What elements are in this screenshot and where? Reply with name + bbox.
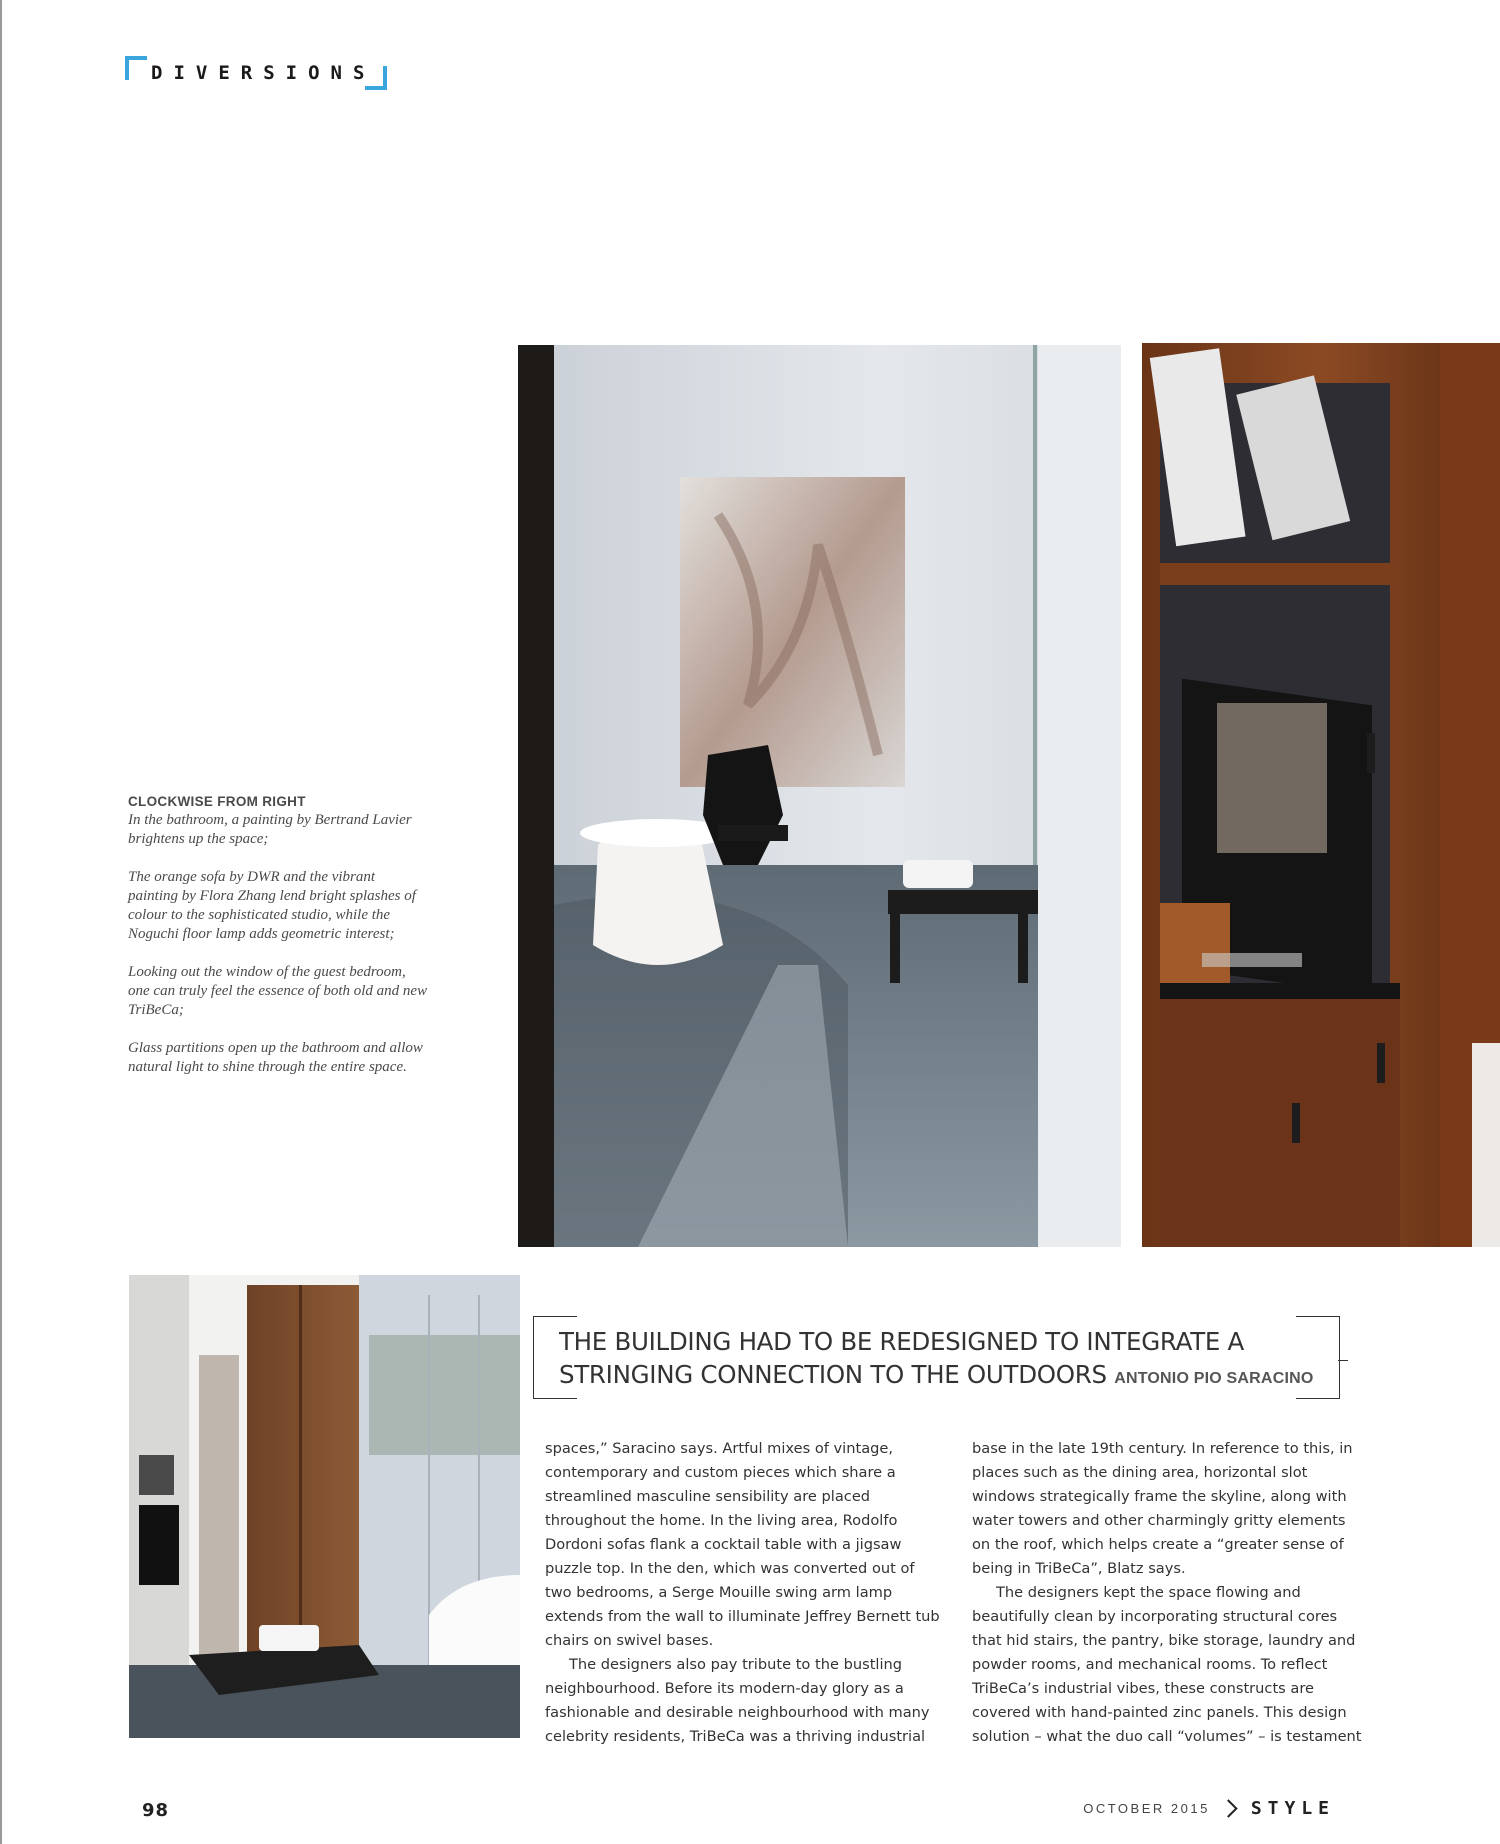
body-paragraph: base in the late 19th century. In reference to this, in places such as the dining area, horizontal slot windows strategically frame the skyline, along with water towers and other charmingly gritty elements on the roof, which helps create a “greater sense of being in TriBeCa”, Blatz says. (972, 1440, 1353, 1577)
pull-quote-body: THE BUILDING HAD TO BE REDESIGNED TO INTEGRATE A STRINGING CONNECTION TO THE OUTDOORS (559, 1327, 1244, 1389)
quote-bracket-right (1296, 1316, 1340, 1317)
quote-bracket-right (1338, 1360, 1348, 1361)
pull-quote-attribution: ANTONIO PIO SARACINO (1114, 1370, 1314, 1387)
page-edge (0, 0, 2, 1844)
corner-bracket-top-left (125, 56, 147, 80)
quote-bracket-left (533, 1316, 577, 1317)
footer-masthead (1083, 1798, 1335, 1819)
chevron-right-icon (1219, 1799, 1237, 1817)
quote-bracket-left (533, 1316, 534, 1399)
quote-bracket-right (1296, 1398, 1340, 1399)
brand-logo: STYLE (1250, 1798, 1335, 1819)
pull-quote (533, 1316, 1348, 1399)
bathroom-photo (518, 345, 1121, 1247)
door-bath-photo (129, 1275, 520, 1738)
issue-date: OCTOBER 2015 (1083, 1801, 1210, 1816)
body-paragraph: The designers kept the space flowing and beautifully clean by incorporating structural cores that hid stairs, the pantry, bike storage, laundry and powder rooms, and mechanical rooms. To reflect TriBeCa’s industrial vibes, these constructs are covered with hand-painted zinc panels. This design solution – what the duo call “volumes” – is testament (972, 1584, 1362, 1745)
section-header (125, 56, 387, 90)
body-column-right (972, 1437, 1362, 1749)
quote-bracket-left (533, 1398, 577, 1399)
page-number: 98 (142, 1800, 170, 1821)
cabinet-photo (1142, 343, 1500, 1247)
pull-quote-text (559, 1325, 1339, 1395)
corner-bracket-bottom-right (365, 66, 387, 90)
section-label: DIVERSIONS (151, 62, 376, 84)
caption-item: Looking out the window of the guest bedroom, one can truly feel the essence of both old and new TriBeCa; (128, 964, 428, 1018)
quote-bracket-right (1339, 1316, 1340, 1399)
body-paragraph: spaces,” Saracino says. Artful mixes of vintage, contemporary and custom pieces which share a streamlined masculine sensibility are placed throughout the home. In the living area, Rodolfo Dordoni sofas flank a cocktail table with a jigsaw puzzle top. In the den, which was converted out of two bedrooms, a Serge Mouille swing arm lamp extends from the wall to illuminate Jeffrey Bernett tub chairs on swivel bases. (545, 1440, 940, 1649)
caption-heading: CLOCKWISE FROM RIGHT (128, 794, 306, 809)
body-column-left (545, 1437, 940, 1749)
caption-item: The orange sofa by DWR and the vibrant painting by Flora Zhang lend bright splashes of colour to the sophisticated studio, while the Noguchi floor lamp adds geometric interest; (128, 869, 416, 942)
caption-item: In the bathroom, a painting by Bertrand Lavier brightens up the space; (128, 812, 412, 847)
photo-caption (128, 794, 428, 1096)
body-paragraph: The designers also pay tribute to the bustling neighbourhood. Before its modern-day glory as a fashionable and desirable neighbourhood with many celebrity residents, TriBeCa was a thriving industrial (545, 1656, 930, 1745)
caption-item: Glass partitions open up the bathroom and allow natural light to shine through the entire space. (128, 1040, 423, 1075)
